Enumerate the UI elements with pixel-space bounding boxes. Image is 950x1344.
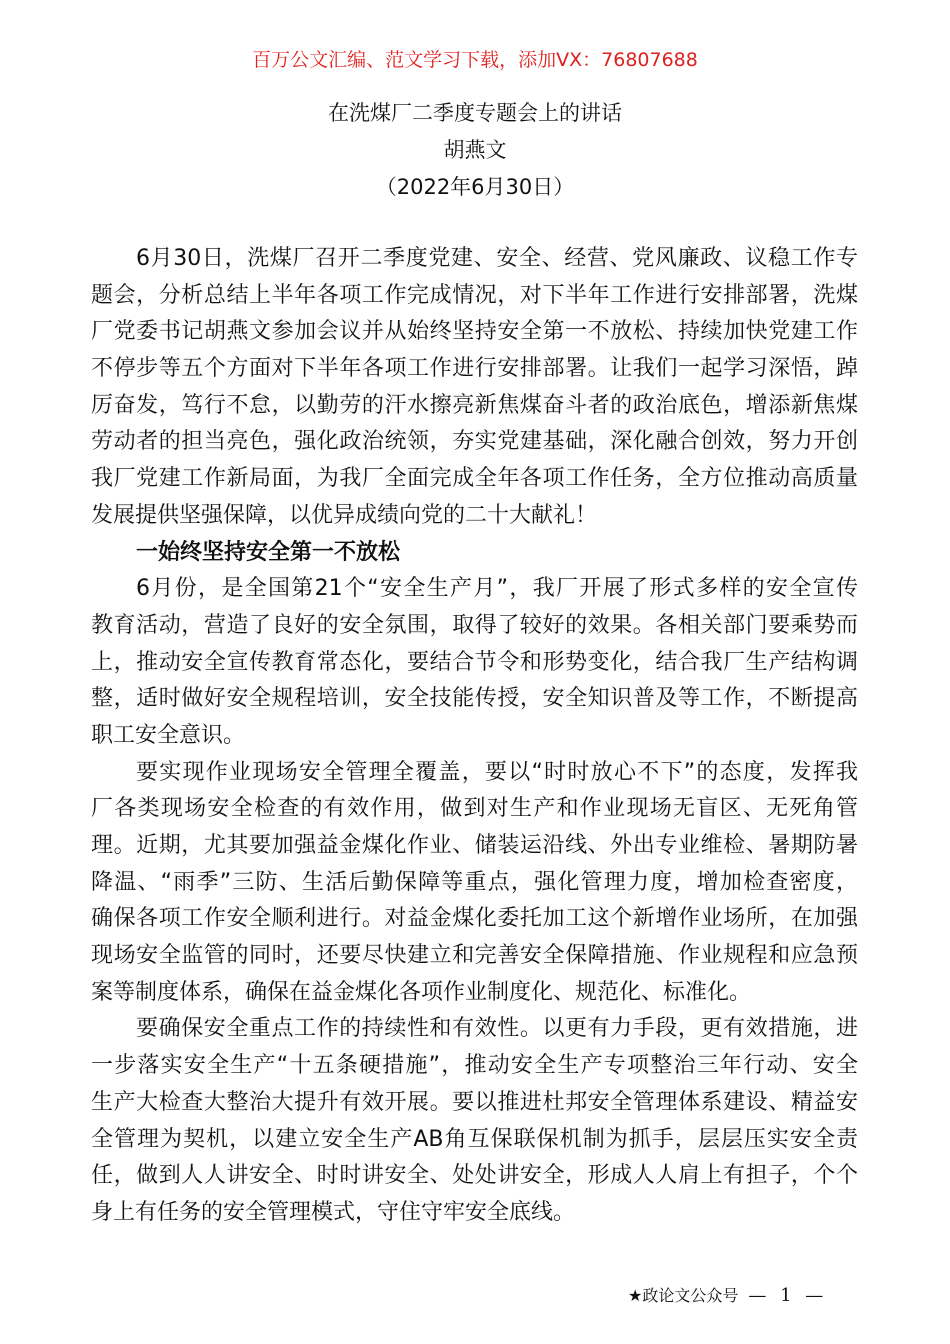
text-line: 厂党委书记胡燕文参加会议并从始终坚持安全第一不放松、持续加快党建工作 xyxy=(91,319,858,345)
text-line: 现场安全监管的同时，还要尽快建立和完善安全保障措施、作业规程和应急预 xyxy=(91,943,858,969)
document-author: 胡燕文 xyxy=(443,138,507,162)
text-line: 不停步等五个方面对下半年各项工作进行安排部署。让我们一起学习深悟，踔 xyxy=(91,356,858,382)
text-line: 上，推动安全宣传教育常态化，要结合节令和形势变化，结合我厂生产结构调 xyxy=(91,649,858,675)
text-line: 题会，分析总结上半年各项工作完成情况，对下半年工作进行安排部署，洗煤 xyxy=(91,282,858,308)
text-line: 6月30日，洗煤厂召开二季度党建、安全、经营、党风廉政、议稳工作专 xyxy=(136,246,858,271)
paragraph xyxy=(91,1011,858,1231)
paragraph xyxy=(91,755,858,1012)
paragraph xyxy=(91,241,858,535)
page-number: — 1 — xyxy=(748,1285,828,1306)
page-footer xyxy=(628,1283,827,1306)
text-line: 我厂党建工作新局面，为我厂全面完成全年各项工作任务，全方位推动高质量 xyxy=(91,466,858,492)
text-line: 全管理为契机，以建立安全生产AB角互保联保机制为抓手，层层压实安全责 xyxy=(91,1126,858,1152)
text-line: 确保各项工作安全顺利进行。对益金煤化委托加工这个新增作业场所，在加强 xyxy=(91,906,858,932)
text-line: 降温、“雨季”三防、生活后勤保障等重点，强化管理力度，增加检查密度， xyxy=(91,869,858,895)
watermark-banner: 百万公文汇编、范文学习下载，添加VX：76807688 xyxy=(252,49,698,71)
text-line: 理。近期，尤其要加强益金煤化作业、储装运沿线、外出专业维检、暑期防暑 xyxy=(91,833,858,858)
text-line: 要确保安全重点工作的持续性和有效性。以更有力手段，更有效措施，进 xyxy=(136,1016,858,1042)
text-line: 案等制度体系，确保在益金煤化各项作业制度化、规范化、标准化。 xyxy=(91,979,752,1005)
text-line: 要实现作业现场安全管理全覆盖，要以“时时放心不下”的态度，发挥我 xyxy=(136,759,858,785)
footer-source: ★政论文公众号 xyxy=(628,1286,739,1305)
text-line: 职工安全意识。 xyxy=(91,722,246,748)
text-line: 劳动者的担当亮色，强化政治统领，夯实党建基础，深化融合创效，努力开创 xyxy=(91,429,858,455)
text-line: 整，适时做好安全规程培训，安全技能传授，安全知识普及等工作，不断提高 xyxy=(91,686,858,712)
paragraph xyxy=(91,571,858,754)
text-line: 6月份，是全国第21个“安全生产月”，我厂开展了形式多样的安全宣传 xyxy=(136,576,858,602)
text-line: 任，做到人人讲安全、时时讲安全、处处讲安全，形成人人肩上有担子，个个 xyxy=(91,1163,858,1189)
text-line: 身上有任务的安全管理模式，守住守牢安全底线。 xyxy=(91,1199,576,1225)
text-line: 一始终坚持安全第一不放松 xyxy=(136,539,401,565)
text-line: 教育活动，营造了良好的安全氛围，取得了较好的效果。各相关部门要乘势而 xyxy=(91,612,858,638)
document-title: 在洗煤厂二季度专题会上的讲话 xyxy=(328,101,622,125)
text-line: 厉奋发，笃行不怠，以勤劳的汗水擦亮新焦煤奋斗者的政治底色，增添新焦煤 xyxy=(91,392,858,418)
text-line: 发展提供坚强保障，以优异成绩向党的二十大献礼！ xyxy=(91,502,598,528)
document-body xyxy=(91,241,858,1232)
document-date: （2022年6月30日） xyxy=(375,175,575,199)
text-line: 一步落实安全生产“十五条硬措施”，推动安全生产专项整治三年行动、安全 xyxy=(91,1053,858,1079)
section-heading xyxy=(91,535,858,572)
text-line: 厂各类现场安全检查的有效作用，做到对生产和作业现场无盲区、无死角管 xyxy=(91,796,858,822)
text-line: 生产大检查大整治大提升有效开展。要以推进杜邦安全管理体系建设、精益安 xyxy=(91,1089,858,1115)
